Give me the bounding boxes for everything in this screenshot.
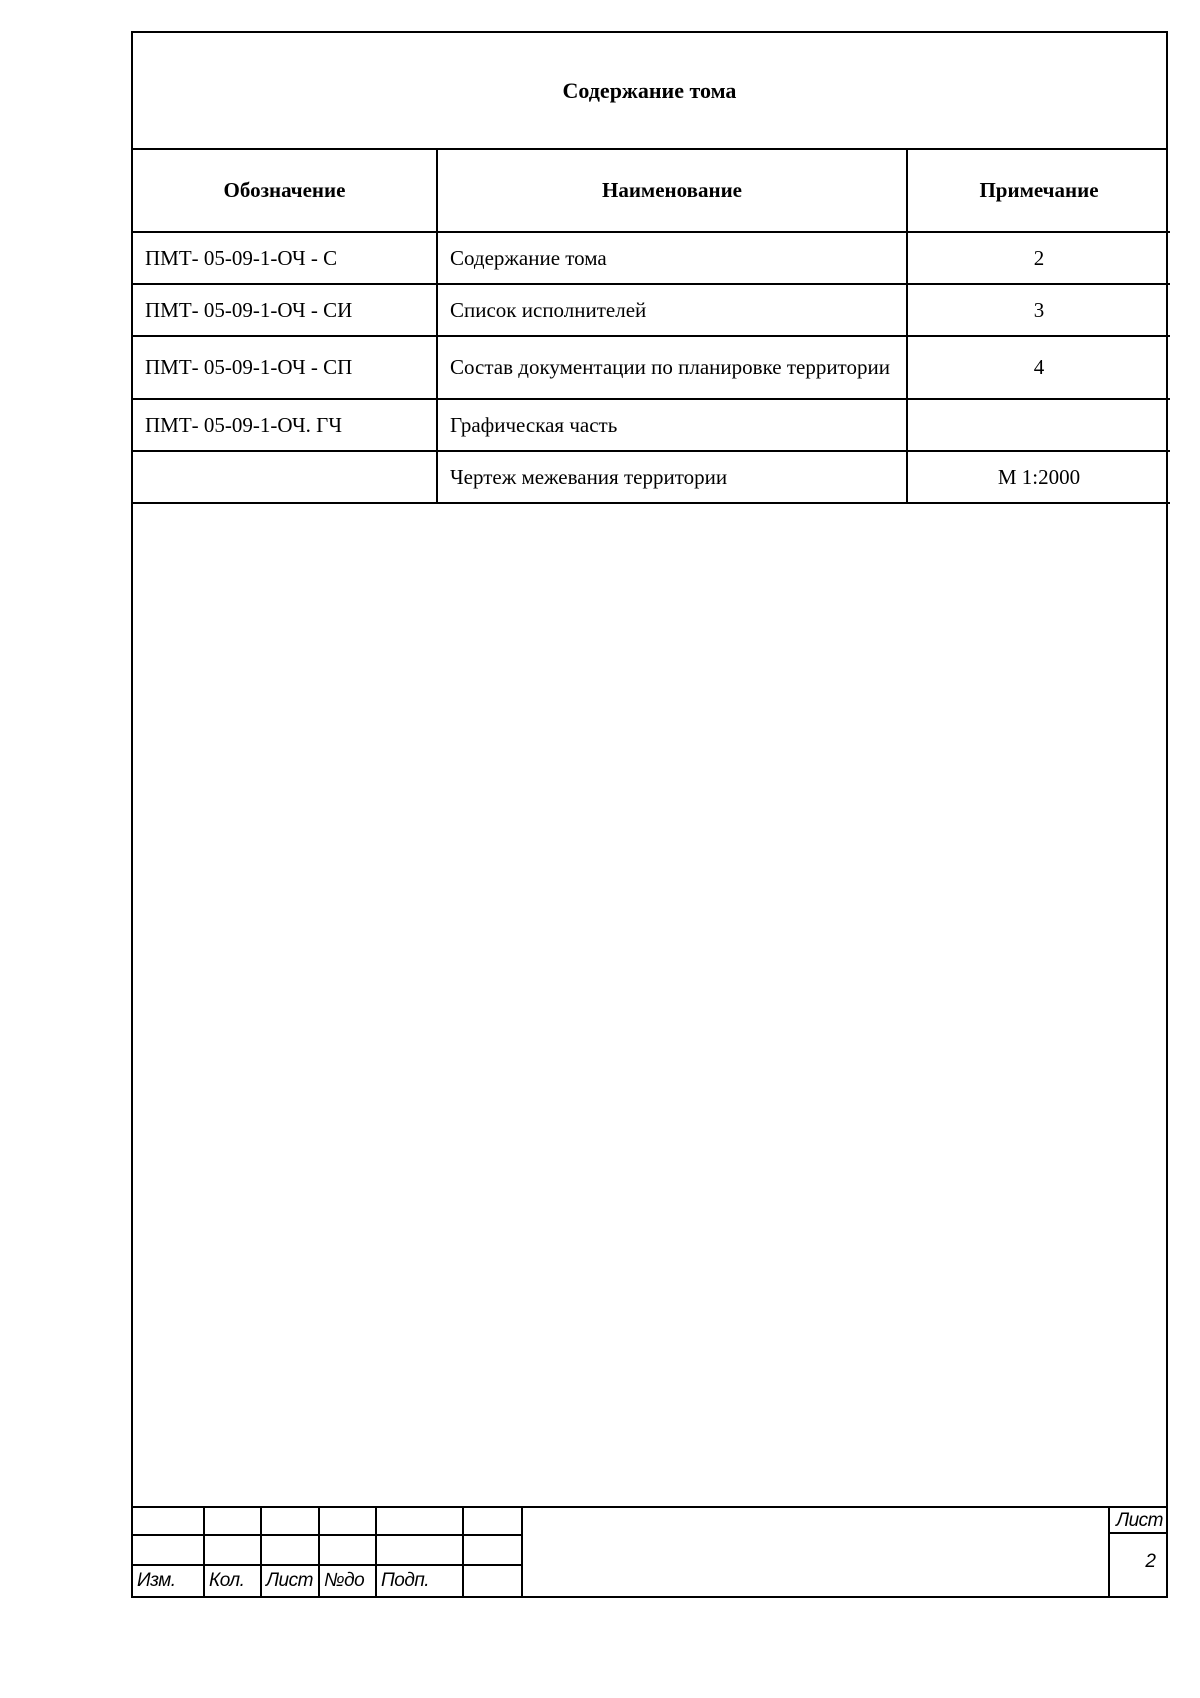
row-code: ПМТ- 05-09-1-ОЧ - СП	[133, 336, 437, 399]
stamp-label-change: Изм.	[133, 1565, 204, 1596]
stamp-label-count: Кол.	[204, 1565, 261, 1596]
column-header-note: Примечание	[907, 150, 1170, 232]
column-header-name: Наименование	[437, 150, 907, 232]
row-code: ПМТ- 05-09-1-ОЧ - С	[133, 232, 437, 284]
stamp-label-signature: Подп.	[376, 1565, 463, 1596]
stamp-label-sheet: Лист	[261, 1565, 319, 1596]
row-note	[907, 399, 1170, 451]
stamp-revision-grid	[133, 1508, 521, 1596]
row-code: ПМТ- 05-09-1-ОЧ - СИ	[133, 284, 437, 336]
table-header-row	[133, 150, 1170, 232]
row-name: Список исполнителей	[437, 284, 907, 336]
row-note: М 1:2000	[907, 451, 1170, 503]
table-row	[133, 232, 1170, 284]
stamp-sheet-number: 2	[1145, 1551, 1156, 1572]
title-block-stamp	[133, 1506, 1166, 1596]
row-note: 3	[907, 284, 1170, 336]
contents-table	[133, 150, 1170, 504]
stamp-sheet-label: Лист	[1110, 1508, 1166, 1534]
column-header-designation: Обозначение	[133, 150, 437, 232]
drawing-frame	[131, 31, 1168, 1598]
table-row	[133, 399, 1170, 451]
row-name: Состав документации по планировке территории	[437, 336, 907, 399]
row-code	[133, 451, 437, 503]
table-row	[133, 284, 1170, 336]
stamp-designation-field	[521, 1508, 1108, 1596]
row-note: 2	[907, 232, 1170, 284]
stamp-sheet-cell	[1108, 1508, 1166, 1596]
row-name: Чертеж межевания территории	[437, 451, 907, 503]
row-name: Графическая часть	[437, 399, 907, 451]
row-name: Содержание тома	[437, 232, 907, 284]
table-row	[133, 336, 1170, 399]
table-row	[133, 451, 1170, 503]
row-note: 4	[907, 336, 1170, 399]
row-code: ПМТ- 05-09-1-ОЧ. ГЧ	[133, 399, 437, 451]
document-title: Содержание тома	[133, 33, 1166, 150]
stamp-label-doc-number: №до	[319, 1565, 376, 1596]
